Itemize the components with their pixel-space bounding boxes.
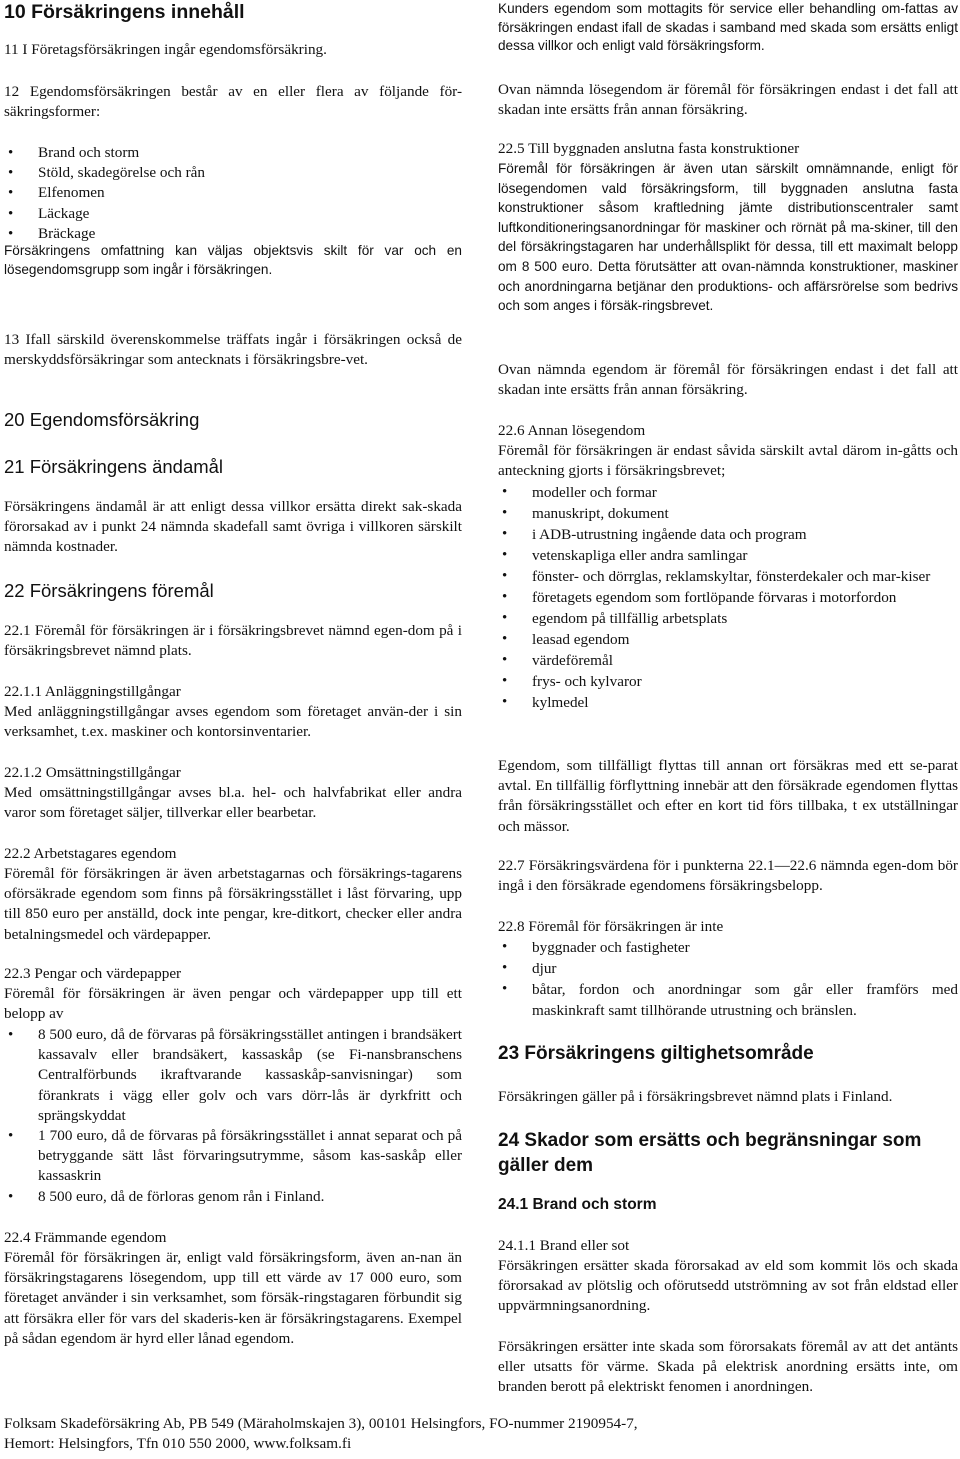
list-item: • vetenskapliga eller andra samlingar [498, 545, 958, 566]
list-item: • Stöld, skadegörelse och rån [4, 163, 462, 183]
list-item: • 8 500 euro, då de förvaras på försäkringsstället antingen i brandsäkert kassavalv eller brandsäkert, kassaskåp (se Fi-nansbranschens Centralförbunds ikraftvarande kassaskåp-sanvisningar) som förankrats i vägg eller golv och vars dörr-lås är dyrkfritt och sprängskyddat [4, 1025, 462, 1126]
section-22-3-title: 22.3 Pengar och värdepapper [4, 965, 182, 982]
loose-property-paragraph: Ovan nämnda lösegendom är föremål för försäkringen endast i det fall att skadan inte ersätts från annan försäkring. [498, 81, 958, 119]
paragraph-22-7: 22.7 Försäkringsvärdena för i punkterna 22.1—22.6 nämnda egen-dom bör ingå i den försäkrade egendomens försäkringsbelopp. [498, 857, 958, 895]
heading-21: 21 Försäkringens ändamål [4, 456, 224, 477]
paragraph-12: 12 Egendomsförsäkringen består av en eller flera av följande för-säkringsformer: [4, 83, 462, 121]
excluded-property-list [498, 937, 958, 1021]
footer [4, 1414, 904, 1454]
list-item: • leasad egendom [498, 629, 958, 650]
list-item: • egendom på tillfällig arbetsplats [498, 608, 958, 629]
heat-exclusion-paragraph: Försäkringen ersätter inte skada som förorsakats föremål av att det antänts eller utsatts för värme. Skada på elektrisk anordning ersätts inte, om branden berott på elektriskt fenomen i anordningen. [498, 1338, 958, 1396]
paragraph-13: 13 Ifall särskild överenskommelse träffats ingår i försäkringen också de merskyddsförsäkringar som antecknats i försäkringsbre-vet. [4, 331, 462, 369]
list-item: • företagets egendom som fortlöpande förvaras i motorfordon [498, 587, 958, 608]
footer-line-2: Hemort: Helsingfors, Tfn 010 550 2000, www.folksam.fi [4, 1435, 352, 1453]
list-item: • fönster- och dörrglas, reklamskyltar, fönsterdekaler och mar-kiser [498, 566, 958, 587]
customers-property-paragraph: Kunders egendom som mottagits för service eller behandling om-fattas av försäkringen endast ifall de skadas i samband med skada som ersätts enligt dessa villkor och enligt vald försäkringsform. [498, 1, 958, 54]
list-item: • Elfenomen [4, 183, 462, 203]
section-22-5-title: 22.5 Till byggnaden anslutna fasta konstruktioner [498, 140, 800, 157]
heading-24-1: 24.1 Brand och storm [498, 1196, 657, 1213]
paragraph-22-1: 22.1 Föremål för försäkringen är i försäkringsbrevet nämnd egen-dom på i försäkringsbrevet nämnd plats. [4, 622, 462, 660]
section-22-4-title: 22.4 Främmande egendom [4, 1229, 167, 1246]
paragraph-24-1-1: Försäkringen ersätter skada förorsakad av eld som kommit lös och skada förorsakad av plötslig och oförutsedd utströmning av sot från eldstad eller uppvärmningsanordning. [498, 1257, 958, 1315]
insurance-forms-list [4, 143, 462, 244]
other-property-list [498, 482, 958, 713]
paragraph-22-4: Föremål för försäkringen är, enligt vald försäkringsform, även an-nan än försäkringstagarens lösegendom, upp till ett värde av 17 000 euro, som företaget använder i sin verksamhet, som försäk-ringstagaren förbundit sig att försäkra eller för vars del skaderis-ken är försäkringstagarens. Exempel på sådan egendom är hyrd eller lånad egendom. [4, 1249, 462, 1347]
footer-line-1: Folksam Skadeförsäkring Ab, PB 549 (Märaholmskajen 3), 00101 Helsingfors, FO-nummer 2190954-7, [4, 1415, 638, 1432]
list-item: • djur [498, 958, 958, 979]
heading-23: 23 Försäkringens giltighetsområde [498, 1043, 814, 1064]
list-item: • i ADB-utrustning ingående data och program [498, 524, 958, 545]
list-item: • manuskript, dokument [498, 503, 958, 524]
paragraph-22-1-2: Med omsättningstillgångar avses bl.a. hel- och halvfabrikat eller andra varor som företaget säljer, tillverkar eller bearbetar. [4, 784, 462, 822]
paragraph-22-1-1: Med anläggningstillgångar avses egendom som företaget använ-der i sin verksamhet, t.ex. maskiner och kontorsinventarier. [4, 703, 462, 741]
list-item: • Brand och storm [4, 143, 462, 163]
section-22-2-title: 22.2 Arbetstagares egendom [4, 845, 177, 862]
heading-24: 24 Skador som ersätts och begränsningar som gäller dem [498, 1130, 922, 1176]
list-item: • kylmedel [498, 692, 958, 713]
scope-paragraph: Försäkringens omfattning kan väljas objektsvis skilt för var och en lösegendomsgrupp som ingår i försäkringen. [4, 243, 462, 277]
section-22-1-1-title: 22.1.1 Anläggningstillgångar [4, 683, 181, 700]
heading-20: 20 Egendomsförsäkring [4, 409, 200, 430]
heading-10: 10 Försäkringens innehåll [4, 1, 245, 23]
section-22-8-title: 22.8 Föremål för försäkringen är inte [498, 918, 724, 935]
list-item: • Bräckage [4, 224, 462, 244]
list-item: • 1 700 euro, då de förvaras på försäkringsstället i annat separat och på betryggande sätt låst förvaringsutrymme, såsom kas-saskåp eller kassaskrin [4, 1126, 462, 1187]
heading-22: 22 Försäkringens föremål [4, 580, 214, 601]
section-24-1-1-title: 24.1.1 Brand eller sot [498, 1237, 630, 1254]
money-list [4, 1025, 462, 1207]
list-item: • modeller och formar [498, 482, 958, 503]
list-item: • Läckage [4, 204, 462, 224]
list-item: • byggnader och fastigheter [498, 937, 958, 958]
property-paragraph: Ovan nämnda egendom är föremål för försäkringen endast i det fall att skadan inte ersätts från annan försäkring. [498, 361, 958, 399]
paragraph-21: Försäkringens ändamål är att enligt dessa villkor ersätta direkt sak-skada förorsakad av i punkt 24 nämnda skadefall samt övriga i villkoren särskilt nämnda kostnader. [4, 498, 462, 556]
moved-property-paragraph: Egendom, som tillfälligt flyttas till annan ort försäkras med ett se-parat avtal. En tillfällig förflyttning innebär att den försäkrade egendomen flyttas från försäkringsstället och efter en kort tid förs tillbaka, t ex utställningar och mässor. [498, 757, 958, 835]
paragraph-22-2: Föremål för försäkringen är även arbetstagarnas och försäkrings-tagarens oförsäkrade egendom som finns på försäkringsstället i låst förvaring, upp till 850 euro per anställd, dock inte pengar, kre-ditkort, checker eller andra betalningsmedel och värdepapper. [4, 865, 462, 943]
paragraph-22-3: Föremål för försäkringen är även pengar och värdepapper upp till ett belopp av [4, 985, 462, 1023]
paragraph-23: Försäkringen gäller på i försäkringsbrevet nämnd plats i Finland. [498, 1088, 893, 1105]
list-item: • värdeföremål [498, 650, 958, 671]
section-22-1-2-title: 22.1.2 Omsättningstillgångar [4, 764, 181, 781]
paragraph-22-5: Föremål för försäkringen är även utan särskilt omnämnande, enligt för lösegendomen vald försäkringsform, till byggnaden anslutna fasta konstruktioner såsom kraftledning jämte distributionscentraler samt luftkonditioneringsanordningar för maskiner och rörnät på ma-skiner, till den del försäkringstagaren har underhållsplikt för dessa, till ett maximalt belopp om 8 500 euro. Detta förutsätter att ovan-nämnda konstruktioner, maskiner och anordningarna betjänar den produktions- och affärsrörelse som bedrivs och som anges i försäk-ringsbrevet. [498, 161, 958, 314]
section-22-6-title: 22.6 Annan lösegendom [498, 422, 646, 439]
list-item: • 8 500 euro, då de förloras genom rån i Finland. [4, 1187, 462, 1207]
list-item: • båtar, fordon och anordningar som går eller framförs med maskinkraft samt tillhörande utrustning och bränslen. [498, 979, 958, 1021]
paragraph-22-6: Föremål för försäkringen är endast såvida särskilt avtal därom in-gåtts och anteckning gjorts i försäkringsbrevet; [498, 442, 958, 480]
list-item: • frys- och kylvaror [498, 671, 958, 692]
paragraph-11: 11 I Företagsförsäkringen ingår egendomsförsäkring. [4, 41, 327, 58]
